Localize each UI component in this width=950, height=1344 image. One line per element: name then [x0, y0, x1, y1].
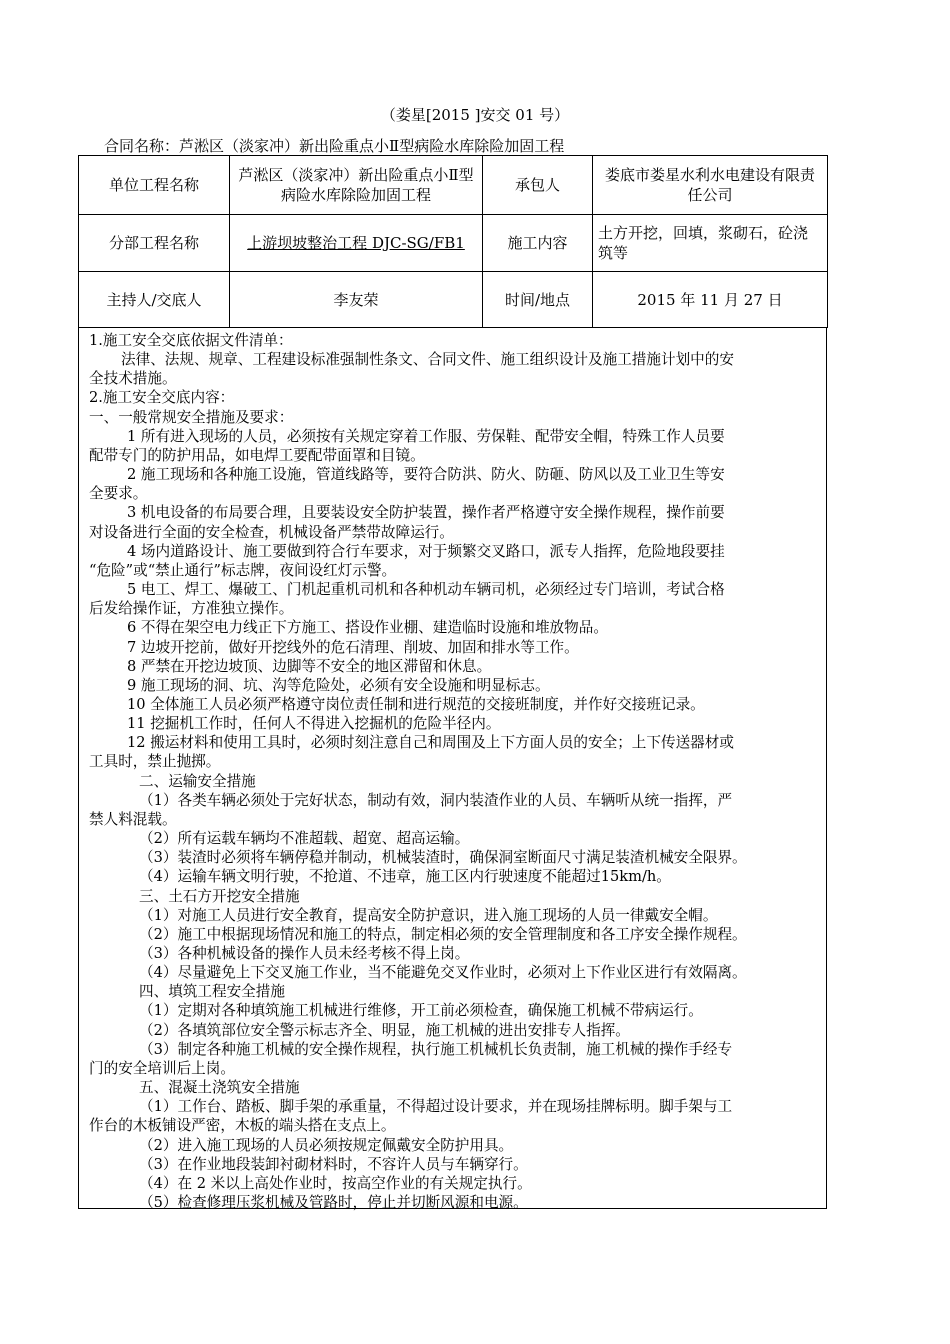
work-content-value: 土方开挖，回填，浆砌石，砼浇筑等: [593, 215, 828, 272]
content-line: 7 边坡开挖前，做好开挖线外的危石清理、削坡、加固和排水等工作。: [127, 638, 579, 656]
content-line: （1）工作台、踏板、脚手架的承重量，不得超过设计要求，并在现场挂牌标明。脚手架与工: [139, 1098, 733, 1116]
content-line: （3）制定各种施工机械的安全操作规程，执行施工机械机长负责制，施工机械的操作手经专: [139, 1040, 733, 1058]
time-place-value: 2015 年 11 月 27 日: [593, 272, 828, 328]
content-line: 4 场内道路设计、施工要做到符合行车要求，对于频繁交叉路口，派专人指挥，危险地段要挂: [127, 542, 725, 560]
content-line: （4）尽量避免上下交叉施工作业，当不能避免交叉作业时，必须对上下作业区进行有效隔离。: [139, 964, 747, 982]
content-line: 后发给操作证，方准独立操作。: [89, 600, 294, 618]
contract-name: 合同名称：芦淞区（淡家冲）新出险重点小Ⅱ型病险水库除险加固工程: [104, 137, 565, 155]
content-line: （1）定期对各种填筑施工机械进行维修，开工前必须检查，确保施工机械不带病运行。: [139, 1002, 703, 1020]
part-project-value: 上游坝坡整治工程 DJC-SG/FB1: [247, 234, 465, 252]
content-line: 10 全体施工人员必须严格遵守岗位责任制和进行规范的交接班制度，并作好交接班记录。: [127, 695, 705, 713]
content-line: 1 所有进入现场的人员，必须按有关规定穿着工作服、劳保鞋、配带安全帽，特殊工作人员要: [127, 427, 725, 445]
content-line: 3 机电设备的布局要合理，且要装设安全防护装置，操作者严格遵守安全操作规程，操作前要: [127, 504, 725, 522]
host-value: 李友荣: [230, 272, 483, 328]
safety-briefing-content: [78, 327, 827, 1212]
content-line: （3）在作业地段装卸衬砌材料时，不容许人员与车辆穿行。: [139, 1155, 528, 1173]
unit-project-label: 单位工程名称: [79, 156, 230, 215]
content-line: 五、混凝土浇筑安全措施: [139, 1079, 300, 1097]
project-info-table: [78, 155, 828, 328]
content-lines: [79, 327, 826, 1212]
content-line: （3）各种机械设备的操作人员未经考核不得上岗。: [139, 945, 470, 962]
part-project-label: 分部工程名称: [79, 215, 230, 272]
part-project-cell: [230, 215, 483, 272]
content-line: 6 不得在架空电力线正下方施工、搭设作业棚、建造临时设施和堆放物品。: [127, 619, 608, 637]
content-line: 门的安全培训后上岗。: [89, 1059, 235, 1077]
content-line: （2）进入施工现场的人员必须按规定佩戴安全防护用具。: [139, 1136, 514, 1154]
content-line: 作台的木板铺设严密，木板的端头搭在支点上。: [89, 1117, 396, 1135]
content-line: 二、运输安全措施: [139, 772, 256, 790]
content-line: 对设备进行全面的安全检查，机械设备严禁带故障运行。: [89, 523, 454, 541]
table-row: [79, 215, 828, 272]
content-line: “危险”或“禁止通行”标志牌，夜间设红灯示警。: [89, 561, 397, 579]
content-line: 9 施工现场的洞、坑、沟等危险处，必须有安全设施和明显标志。: [127, 676, 550, 694]
contractor-value: 娄底市娄星水利水电建设有限责任公司: [593, 156, 828, 215]
content-line: （2）所有运载车辆均不准超载、超宽、超高运输。: [139, 830, 470, 848]
content-line: 2.施工安全交底内容：: [89, 389, 235, 407]
content-line: 全技术措施。: [89, 370, 177, 388]
host-label: 主持人/交底人: [79, 272, 230, 328]
time-place-label: 时间/地点: [483, 272, 593, 328]
content-line: （2）施工中根据现场情况和施工的特点，制定相必须的安全管理制度和各工序安全操作规程。: [139, 925, 747, 943]
content-line: （1）各类车辆必须处于完好状态，制动有效，洞内装渣作业的人员、车辆听从统一指挥，严: [139, 791, 733, 809]
content-line: 8 严禁在开挖边坡顶、边脚等不安全的地区滞留和休息。: [127, 657, 492, 675]
work-content-label: 施工内容: [483, 215, 593, 272]
content-line: 5 电工、焊工、爆破工、门机起重机司机和各种机动车辆司机，必须经过专门培训，考试合格: [127, 581, 725, 599]
content-line: 12 搬运材料和使用工具时，必须时刻注意自己和周围及上下方面人员的安全；上下传送器材或: [127, 734, 734, 752]
content-line: （5）检查修理压浆机械及管路时，停止并切断风源和电源。: [139, 1194, 528, 1212]
content-line: 一、一般常规安全措施及要求：: [89, 408, 294, 426]
content-line: 配带专门的防护用品，如电焊工要配带面罩和目镜。: [89, 446, 425, 464]
content-line: 三、土石方开挖安全措施: [139, 887, 300, 905]
content-line: （4）运输车辆文明行驶，不抢道、不违章，施工区内行驶速度不能超过15km/h。: [139, 868, 671, 886]
table-row: [79, 156, 828, 215]
contractor-label: 承包人: [483, 156, 593, 215]
table-row: [79, 272, 828, 328]
unit-project-value: 芦淞区（淡家冲）新出险重点小Ⅱ型病险水库除险加固工程: [230, 156, 483, 215]
content-line: 2 施工现场和各种施工设施，管道线路等，要符合防洪、防火、防砸、防风以及工业卫生等安: [127, 466, 725, 484]
content-line: 全要求。: [89, 485, 148, 503]
content-line: 四、填筑工程安全措施: [139, 983, 285, 1001]
content-line: （1）对施工人员进行安全教育，提高安全防护意识，进入施工现场的人员一律戴安全帽。: [139, 906, 718, 924]
content-line: 禁人料混载。: [89, 810, 177, 828]
content-line: 1.施工安全交底依据文件清单：: [89, 332, 293, 349]
content-line: 11 挖掘机工作时，任何人不得进入挖掘机的危险半径内。: [127, 715, 501, 733]
content-line: （4）在 2 米以上高处作业时，按高空作业的有关规定执行。: [139, 1174, 532, 1192]
content-line: （2）各填筑部位安全警示标志齐全、明显，施工机械的进出安排专人指挥。: [139, 1021, 630, 1039]
document-number: （娄星[2015 ]安交 01 号）: [380, 106, 570, 124]
content-line: （3）装渣时必须将车辆停稳并制动，机械装渣时，确保洞室断面尺寸满足装渣机械安全限界。: [139, 849, 747, 867]
content-line: 工具时，禁止抛掷。: [89, 753, 221, 771]
content-line: 法律、法规、规章、工程建设标准强制性条文、合同文件、施工组织设计及施工措施计划中的安: [121, 351, 734, 369]
